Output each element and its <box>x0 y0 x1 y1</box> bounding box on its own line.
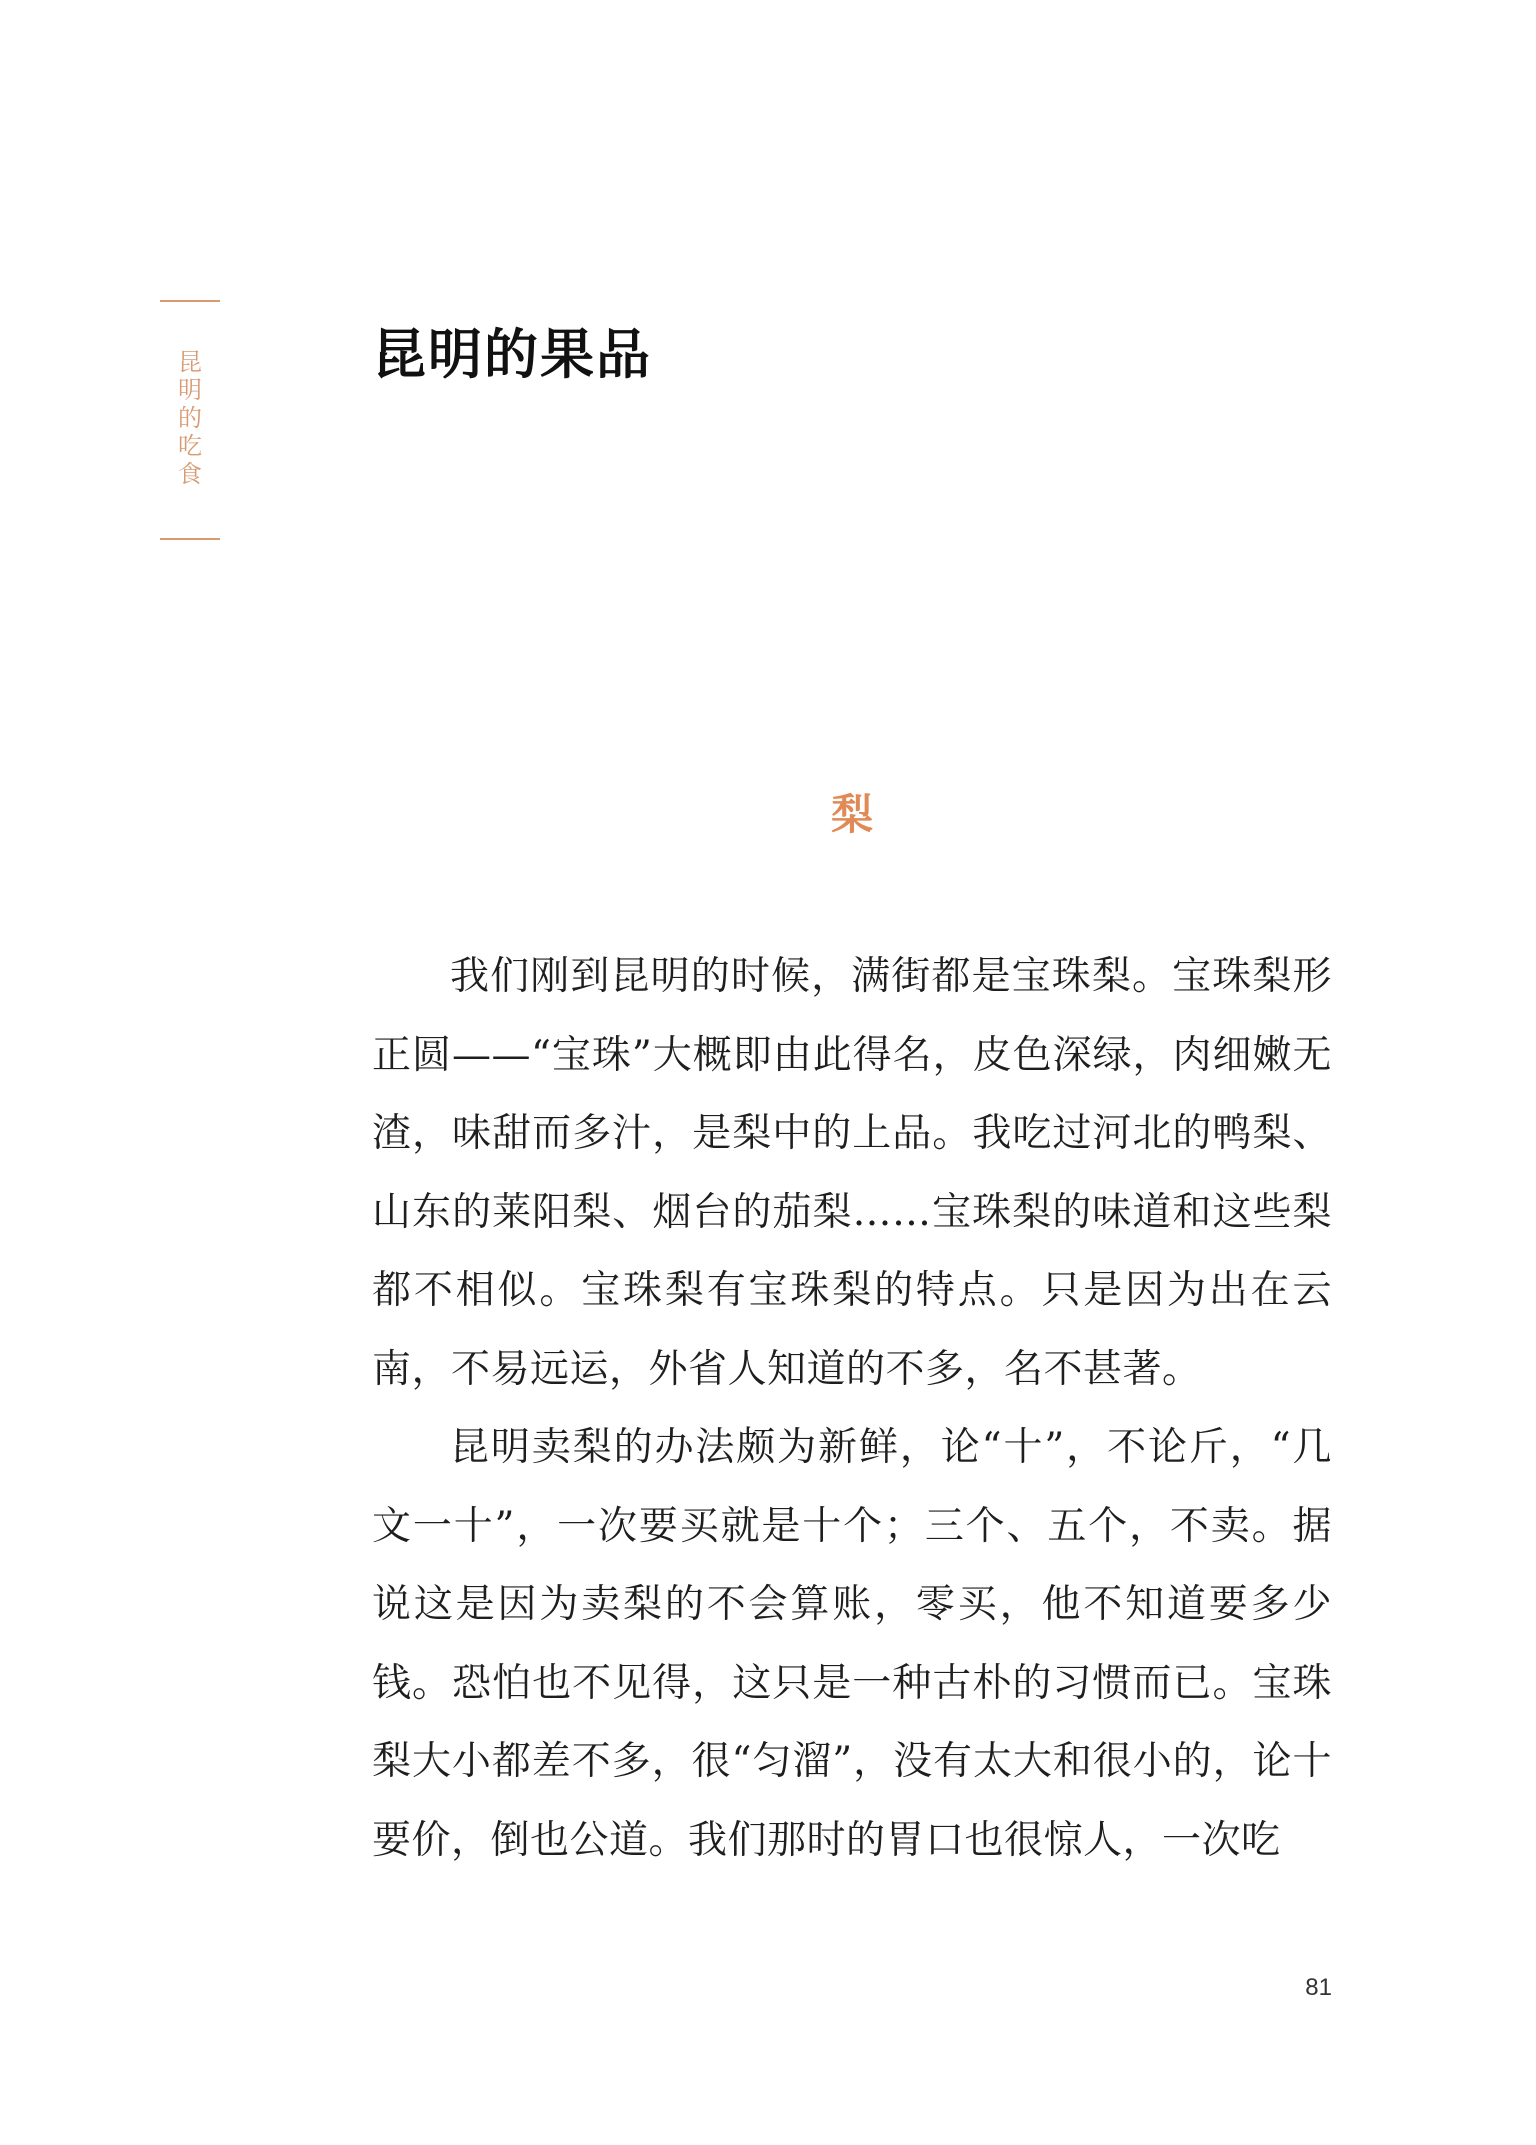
section-heading: 梨 <box>830 790 873 839</box>
body-text <box>372 938 1332 1880</box>
side-label <box>160 300 220 540</box>
page-number: 81 <box>1305 1974 1332 2001</box>
chapter-title: 昆明的果品 <box>372 322 652 386</box>
side-label-bottom-line <box>160 538 220 540</box>
side-label-text: 昆明的吃食 <box>178 348 202 488</box>
side-label-top-line <box>160 300 220 302</box>
paragraph: 我们刚到昆明的时候，满街都是宝珠梨。宝珠梨形正圆——“宝珠”大概即由此得名，皮色深绿，肉细嫩无渣，味甜而多汁，是梨中的上品。我吃过河北的鸭梨、山东的莱阳梨、烟台的茄梨……宝珠梨的味道和这些梨都不相似。宝珠梨有宝珠梨的特点。只是因为出在云南，不易远运，外省人知道的不多，名不甚著。 <box>372 954 1332 1392</box>
paragraph: 昆明卖梨的办法颇为新鲜，论“十”，不论斤，“几文一十”，一次要买就是十个；三个、五个，不卖。据说这是因为卖梨的不会算账，零买，他不知道要多少钱。恐怕也不见得，这只是一种古朴的习惯而已。宝珠梨大小都差不多，很“匀溜”，没有太大和很小的，论十要价，倒也公道。我们那时的胃口也很惊人，一次吃 <box>372 1425 1332 1863</box>
